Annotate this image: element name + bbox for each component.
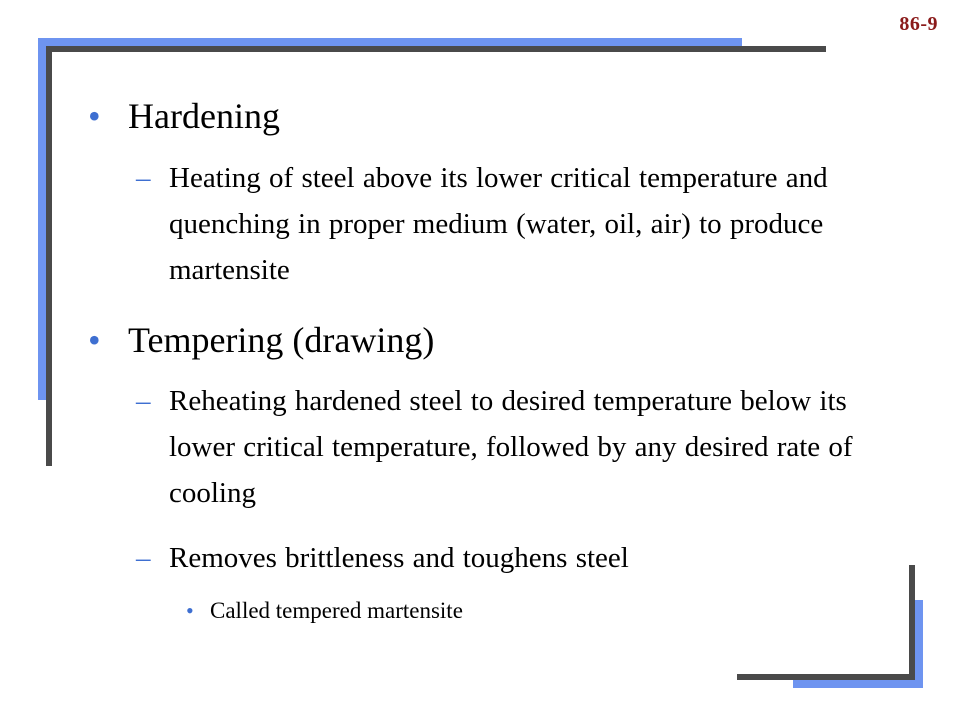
- subitem-text: Removes brittleness and toughens steel: [169, 542, 629, 574]
- subitem-tempering-effect: [136, 535, 896, 581]
- dash-icon: –: [136, 385, 151, 417]
- subitem-tempering-definition: [136, 378, 896, 516]
- subsubitem-text: Called tempered martensite: [210, 598, 463, 623]
- bullet-heading: Hardening: [128, 96, 280, 136]
- bullet-heading: Tempering (drawing): [128, 320, 435, 360]
- bullet-icon: •: [88, 96, 101, 136]
- slide-number: 86-9: [899, 13, 938, 35]
- bullet-icon: •: [186, 598, 194, 623]
- subitem-text: Heating of steel above its lower critical temperature and quenching in proper medium (water, oil, air) to produce martensite: [169, 162, 828, 286]
- dash-icon: –: [136, 542, 151, 574]
- subitem-hardening-definition: [136, 155, 896, 293]
- dash-icon: –: [136, 162, 151, 194]
- bullet-icon: •: [88, 320, 101, 360]
- subitem-text: Reheating hardened steel to desired temperature below its lower critical temperature, followed by any desired rate of cooling: [169, 385, 853, 509]
